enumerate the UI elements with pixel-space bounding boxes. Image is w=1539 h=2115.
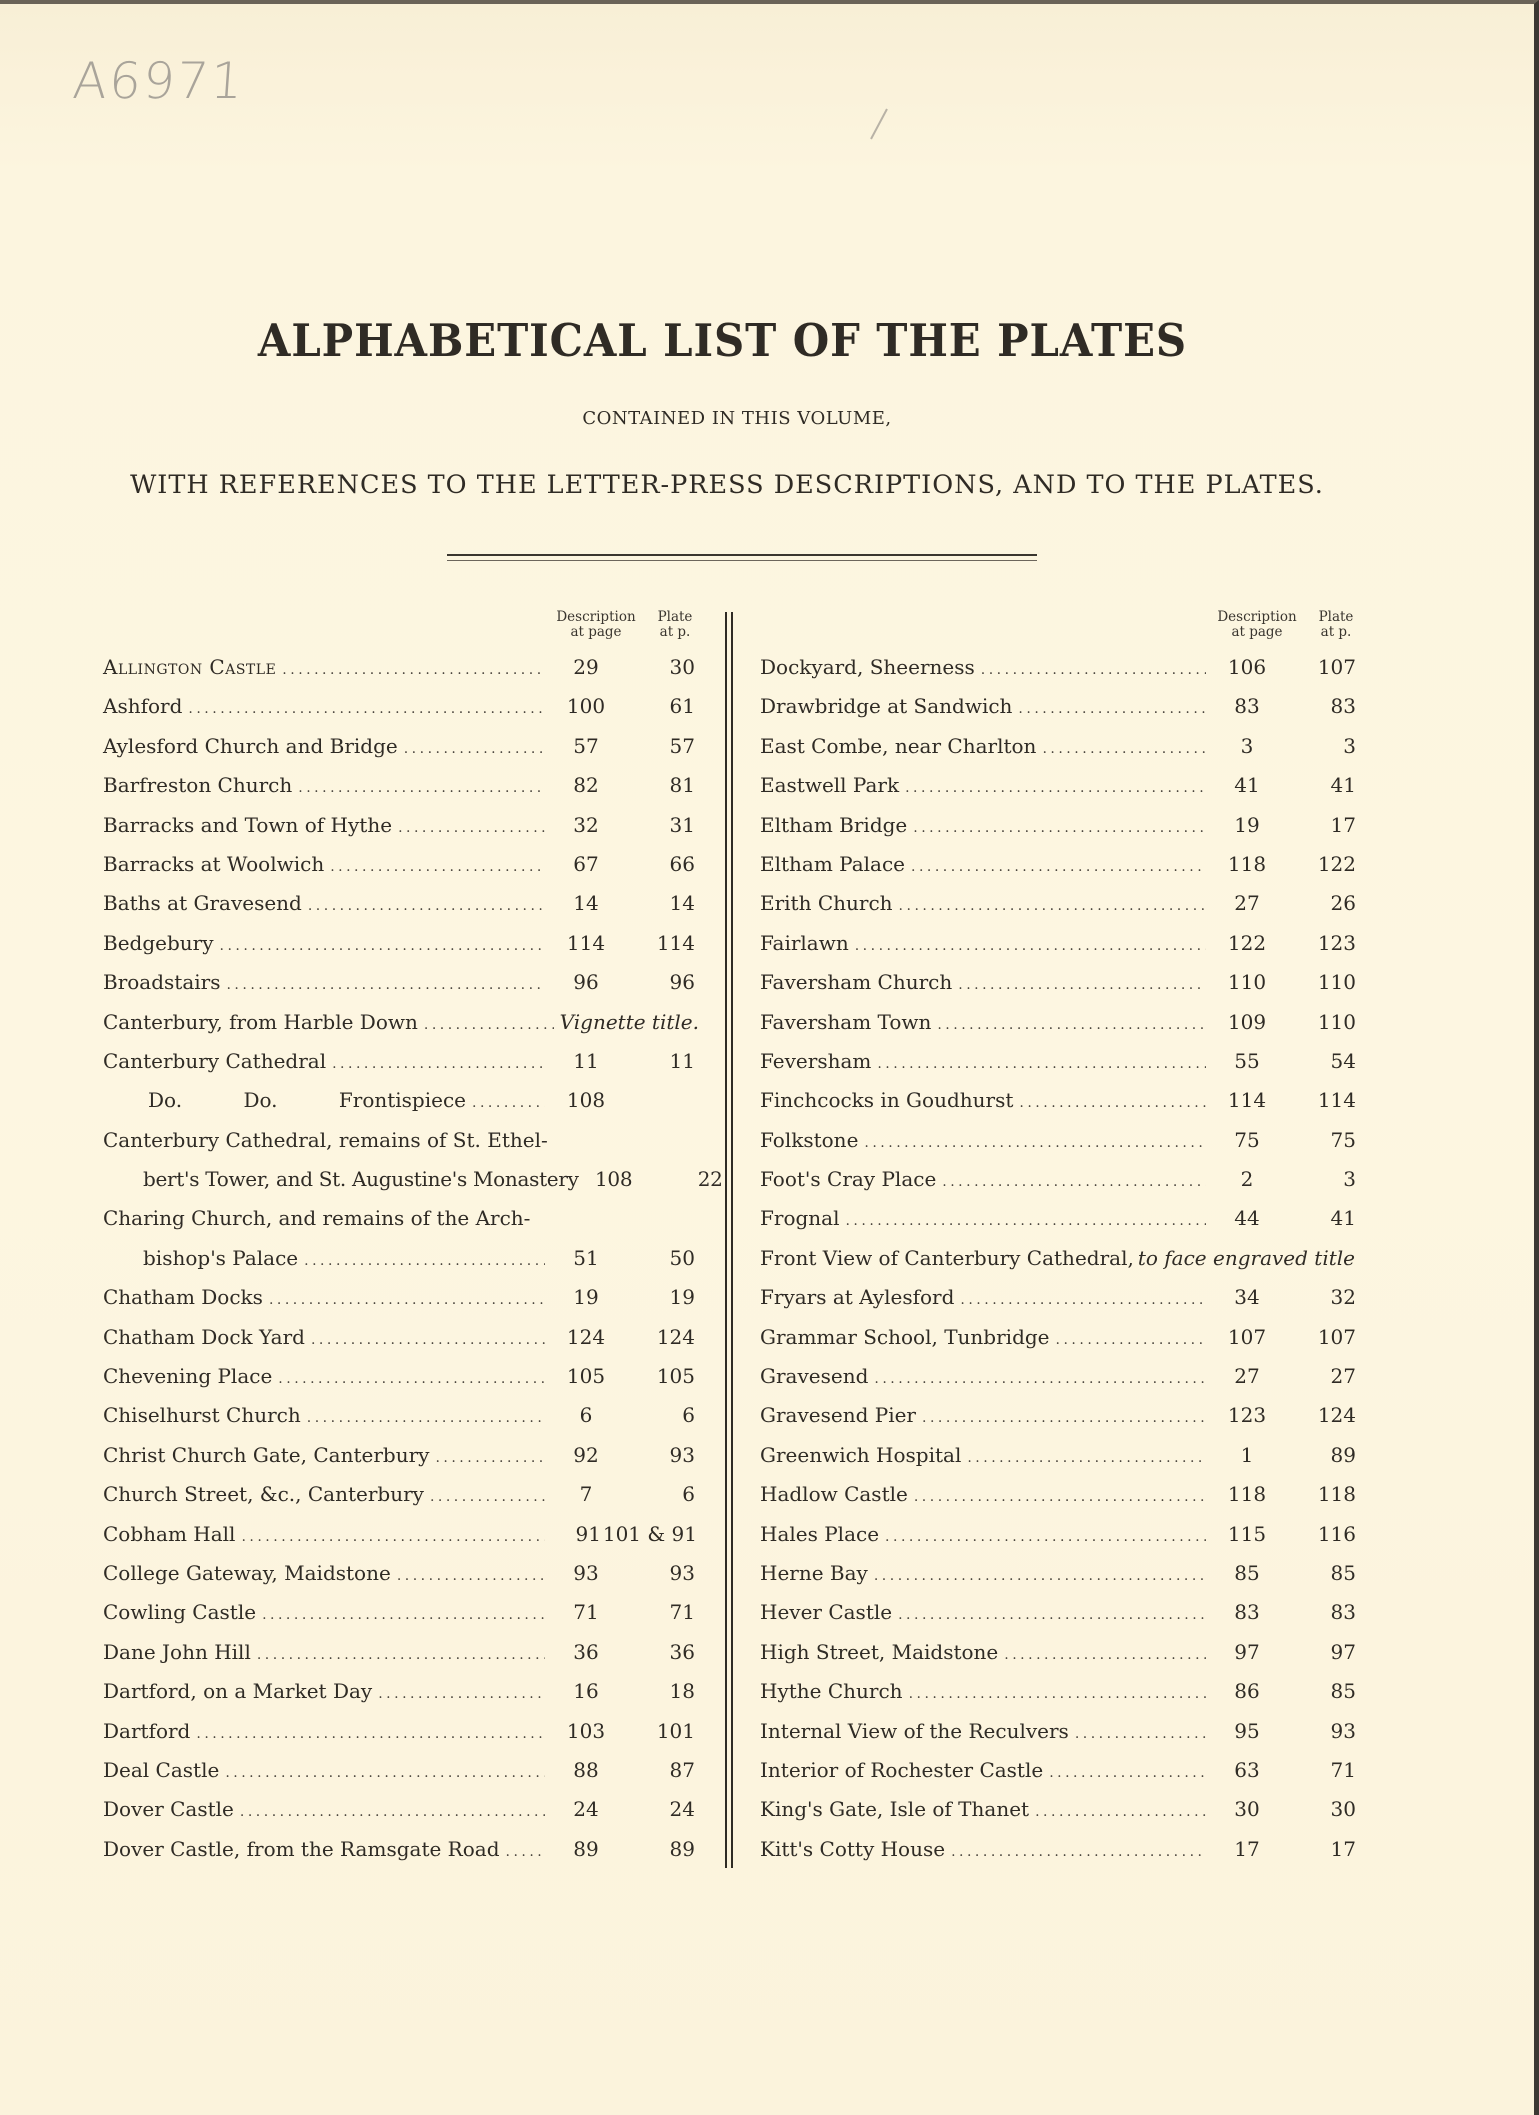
list-item: Greenwich Hospital ..... 1 89 (760, 1436, 1360, 1475)
list-item: Fryars at Aylesford ..... 34 32 (760, 1278, 1360, 1317)
list-item: Church Street, &c., Canterbury ..... 7 6 (103, 1475, 699, 1514)
page-subtitle: CONTAINED IN THIS VOLUME, (582, 408, 892, 429)
list-item: Hever Castle ..... 83 83 (760, 1593, 1360, 1632)
list-item: Drawbridge at Sandwich ..... 83 83 (760, 687, 1360, 726)
vignette-note: Vignette title. (559, 1009, 699, 1034)
list-item: Eastwell Park ..... 41 41 (760, 766, 1360, 805)
list-item: Chiselhurst Church ..... 6 6 (103, 1396, 699, 1435)
list-item: bert's Tower, and St. Augustine's Monastery 108 22 (143, 1167, 723, 1192)
list-item: East Combe, near Charlton ..... 3 3 (760, 727, 1360, 766)
list-item: Broadstairs ..... 96 96 (103, 963, 699, 1002)
list-item: bishop's Palace ..... 51 50 (103, 1239, 699, 1278)
list-item: Hales Place ..... 115 116 (760, 1515, 1360, 1554)
list-item: Frognal ..... 44 41 (760, 1199, 1360, 1238)
right-column (760, 610, 1360, 1869)
list-item: Barracks and Town of Hythe ..... 32 31 (103, 806, 699, 845)
list-item: Barfreston Church ..... 82 81 (103, 766, 699, 805)
plate-header: Plate at p. (1318, 609, 1354, 640)
plate-header: Plate at p. (657, 609, 693, 640)
list-item: Baths at Gravesend ..... 14 14 (103, 884, 699, 923)
list-item: Bedgebury ..... 114 114 (103, 924, 699, 963)
list-item: College Gateway, Maidstone ..... 93 93 (103, 1554, 699, 1593)
description-header: Description at page (556, 609, 636, 640)
left-column (103, 609, 723, 1869)
list-item: Cowling Castle ..... 71 71 (103, 1593, 699, 1632)
list-item: Finchcocks in Goudhurst ..... 114 114 (760, 1081, 1360, 1120)
list-item: Chatham Docks ..... 19 19 (103, 1278, 699, 1317)
list-item: Christ Church Gate, Canterbury ..... 92 93 (103, 1436, 699, 1475)
list-item-continued: Charing Church, and remains of the Arch- (103, 1206, 531, 1231)
double-rule-divider (447, 554, 1037, 561)
list-item: Deal Castle ..... 88 87 (103, 1751, 699, 1790)
list-item: Eltham Bridge ..... 19 17 (760, 806, 1360, 845)
list-item: Eltham Palace ..... 118 122 (760, 845, 1360, 884)
list-item: Front View of Canterbury Cathedral, to face engraved title (760, 1239, 1360, 1278)
list-item: King's Gate, Isle of Thanet ..... 30 30 (760, 1790, 1360, 1829)
list-item: Foot's Cray Place ..... 2 3 (760, 1160, 1360, 1199)
list-item: Faversham Church ..... 110 110 (760, 963, 1360, 1002)
list-item: Fairlawn ..... 122 123 (760, 924, 1360, 963)
list-item: Chevening Place ..... 105 105 (103, 1357, 699, 1396)
list-item: Canterbury Cathedral ..... 11 11 (103, 1042, 699, 1081)
page-title: ALPHABETICAL LIST OF THE PLATES (257, 314, 1188, 367)
list-item: Chatham Dock Yard ..... 124 124 (103, 1318, 699, 1357)
list-item: Kitt's Cotty House ..... 17 17 (760, 1830, 1360, 1869)
pencil-annotation: A6971 (70, 52, 247, 110)
list-item: Ashford ..... 100 61 (103, 687, 699, 726)
list-item: Allington Castle ..... 29 30 (103, 648, 699, 687)
list-item: High Street, Maidstone ..... 97 97 (760, 1633, 1360, 1672)
list-item: Gravesend ..... 27 27 (760, 1357, 1360, 1396)
list-item: Grammar School, Tunbridge ..... 107 107 (760, 1318, 1360, 1357)
list-item: Hadlow Castle ..... 118 118 (760, 1475, 1360, 1514)
references-line: WITH REFERENCES TO THE LETTER-PRESS DESCRIPTIONS, AND TO THE PLATES. (130, 470, 1324, 500)
list-item: Dane John Hill ..... 36 36 (103, 1633, 699, 1672)
list-item: Dover Castle ..... 24 24 (103, 1790, 699, 1829)
list-item: Cobham Hall ..... 91 101 & 91 (103, 1515, 699, 1554)
list-item: Dockyard, Sheerness ..... 106 107 (760, 648, 1360, 687)
list-item: Feversham ..... 55 54 (760, 1042, 1360, 1081)
list-item: Folkstone ..... 75 75 (760, 1121, 1360, 1160)
column-header (760, 610, 1360, 648)
list-item-continued: Canterbury Cathedral, remains of St. Ethel- (103, 1127, 548, 1152)
list-item: Dartford, on a Market Day ..... 16 18 (103, 1672, 699, 1711)
column-separator (725, 612, 733, 1868)
list-item: Herne Bay ..... 85 85 (760, 1554, 1360, 1593)
list-item: Gravesend Pier ..... 123 124 (760, 1396, 1360, 1435)
description-header: Description at page (1217, 609, 1297, 640)
column-header (103, 610, 699, 648)
list-item: Dartford ..... 103 101 (103, 1712, 699, 1751)
list-item: Interior of Rochester Castle ..... 63 71 (760, 1751, 1360, 1790)
engraved-title-note: to face engraved title (1137, 1245, 1355, 1270)
pencil-slash-mark (870, 109, 888, 140)
list-item: Erith Church ..... 27 26 (760, 884, 1360, 923)
list-item: Dover Castle, from the Ramsgate Road ..... 89 89 (103, 1830, 699, 1869)
list-item: Aylesford Church and Bridge ..... 57 57 (103, 727, 699, 766)
list-item: Hythe Church ..... 86 85 (760, 1672, 1360, 1711)
list-item: Internal View of the Reculvers ..... 95 93 (760, 1712, 1360, 1751)
list-item: Canterbury, from Harble Down ..... Vignette title. (103, 1003, 699, 1042)
list-item: Do. Do. Frontispiece ..... 108 (103, 1081, 699, 1120)
list-item: Barracks at Woolwich ..... 67 66 (103, 845, 699, 884)
list-item: Faversham Town ..... 109 110 (760, 1003, 1360, 1042)
